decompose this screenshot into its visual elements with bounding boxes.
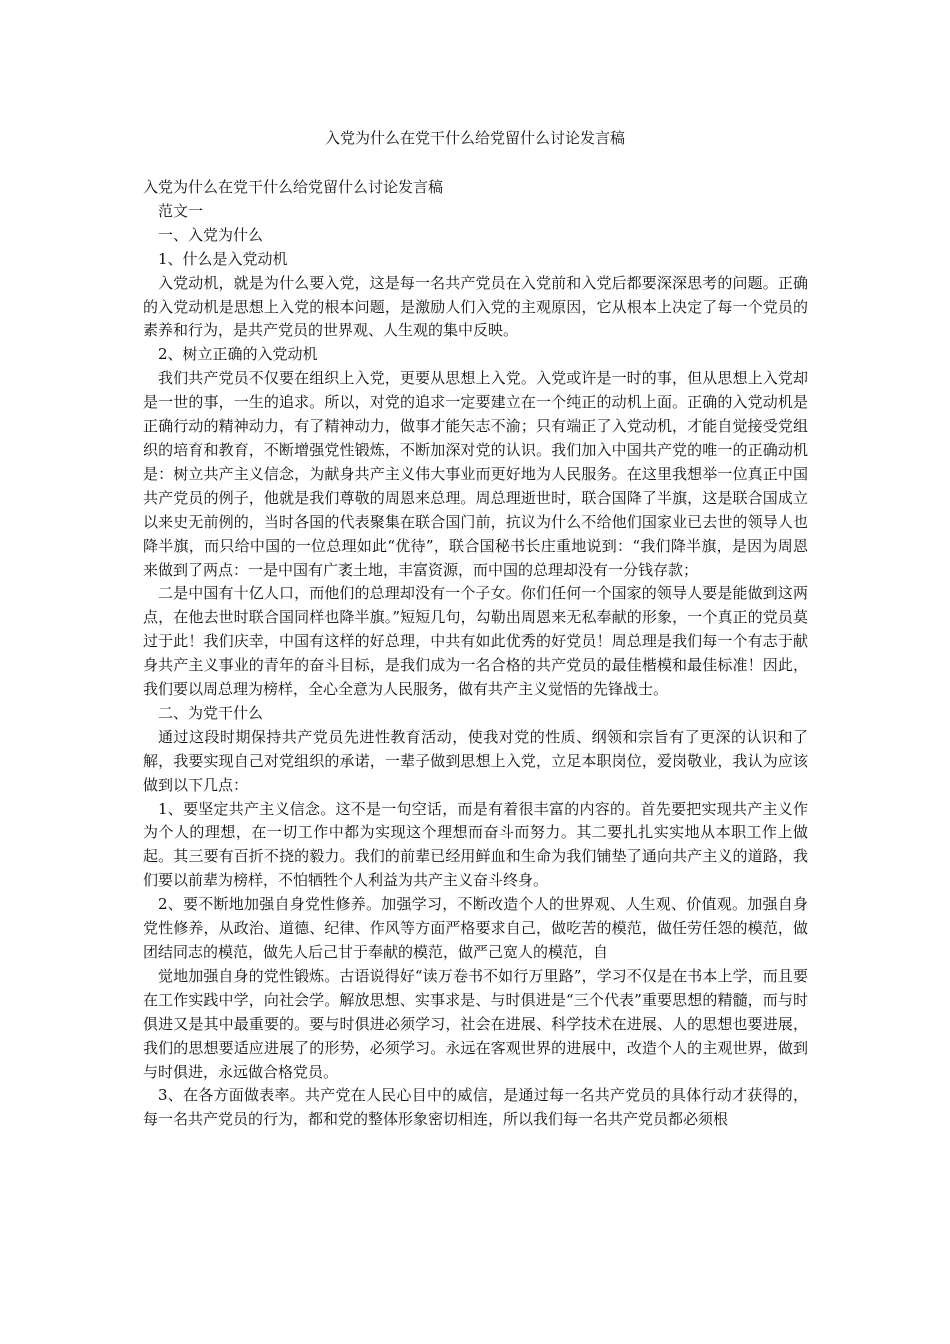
paragraph: 2、要不断地加强自身党性修养。加强学习，不断改造个人的世界观、人生观、价值观。加强自身党性修养，从政治、道德、纪律、作风等方面严格要求自己，做吃苦的模范，做任劳任怨的模范，做团结同志的模范，做先人后己甘于奉献的模范，做严己宽人的模范，自 bbox=[143, 895, 808, 961]
paragraph: 1、什么是入党动机 bbox=[158, 249, 288, 268]
paragraph: 通过这段时期保持共产党员先进性教育活动，使我对党的性质、纲领和宗旨有了更深的认识和了解，我要实现自己对党组织的承诺，一辈子做到思想上入党，立足本职岗位，爱岗敬业，我认为应该做到以下几点： bbox=[143, 727, 808, 794]
paragraph: 3、在各方面做表率。共产党在人民心目中的威信，是通过每一名共产党员的具体行动才获得的，每一名共产党员的行为，都和党的整体形象密切相连，所以我们每一名共产党员都必须根 bbox=[143, 1086, 808, 1129]
paragraph: 二、为党干什么 bbox=[158, 703, 264, 722]
paragraph: 入党动机，就是为什么要入党，这是每一名共产党员在入党前和入党后都要深深思考的问题。正确的入党动机是思想上入党的根本问题，是激励人们入党的主观原因，它从根本上决定了每一个党员的素养和行为，是共产党员的世界观、人生观的集中反映。 bbox=[143, 273, 808, 340]
paragraph: 一、入党为什么 bbox=[158, 225, 264, 244]
document-title: 入党为什么在党干什么给党留什么讨论发言稿 bbox=[324, 129, 625, 147]
paragraph: 范文一 bbox=[158, 201, 204, 220]
document-body bbox=[143, 176, 808, 1132]
paragraph: 觉地加强自身的党性锻炼。古语说得好“读万卷书不如行万里路”，学习不仅是在书本上学，而且要在工作实践中学，向社会学。解放思想、实事求是、与时俱进是“三个代表”重要思想的精髓，而与时俱进又是其中最重要的。要与时俱进必须学习，社会在进展、科学技术在进展、人的思想也要进展，我们的思想要适应进展了的形势，必须学习。永远在客观世界的进展中，改造个人的主观世界，做到与时俱进，永远做合格党员。 bbox=[143, 966, 808, 1081]
paragraph: 1、要坚定共产主义信念。这不是一句空话，而是有着很丰富的内容的。首先要把实现共产主义作为个人的理想，在一切工作中都为实现这个理想而奋斗而努力。其二要扎扎实实地从本职工作上做起。其三要有百折不挠的毅力。我们的前辈已经用鲜血和生命为我们铺垫了通向共产主义的道路，我们要以前辈为榜样，不怕牺牲个人利益为共产主义奋斗终身。 bbox=[143, 799, 808, 890]
paragraph: 二是中国有十亿人口，而他们的总理却没有一个子女。你们任何一个国家的领导人要是能做到这两点，在他去世时联合国同样也降半旗。”短短几句，勾勒出周恩来无私奉献的形象，一个真正的党员莫过于此！我们庆幸，中国有这样的好总理，中共有如此优秀的好党员！周总理是我们每一个有志于献身共产主义事业的青年的奋斗目标，是我们成为一名合格的共产党员的最佳楷模和最佳标准！因此，我们要以周总理为榜样，全心全意为人民服务，做有共产主义觉悟的先锋战士。 bbox=[143, 584, 808, 699]
paragraph: 2、树立正确的入党动机 bbox=[158, 345, 318, 364]
paragraph: 我们共产党员不仅要在组织上入党，更要从思想上入党。入党或许是一时的事，但从思想上入党却是一世的事，一生的追求。所以，对党的追求一定要建立在一个纯正的动机上面。正确的入党动机是正确行动的精神动力，有了精神动力，做事才能矢志不渝；只有端正了入党动机，才能自觉接受党组织的培育和教育，不断增强党性锻炼，不断加深对党的认识。我们加入中国共产党的唯一的正确动机是：树立共产主义信念，为献身共产主义伟大事业而更好地为人民服务。在这里我想举一位真正中国共产党员的例子，他就是我们尊敬的周恩来总理。周总理逝世时，联合国降了半旗，这是联合国成立以来史无前例的，当时各国的代表聚集在联合国门前，抗议为什么不给他们国家业已去世的领导人也降半旗，而只给中国的一位总理如此“优待”，联合国秘书长庄重地说到：“我们降半旗，是因为周恩来做到了两点：一是中国有广袤土地，丰富资源，而中国的总理却没有一分钱存款； bbox=[143, 369, 808, 579]
paragraph: 入党为什么在党干什么给党留什么讨论发言稿 bbox=[143, 178, 444, 196]
